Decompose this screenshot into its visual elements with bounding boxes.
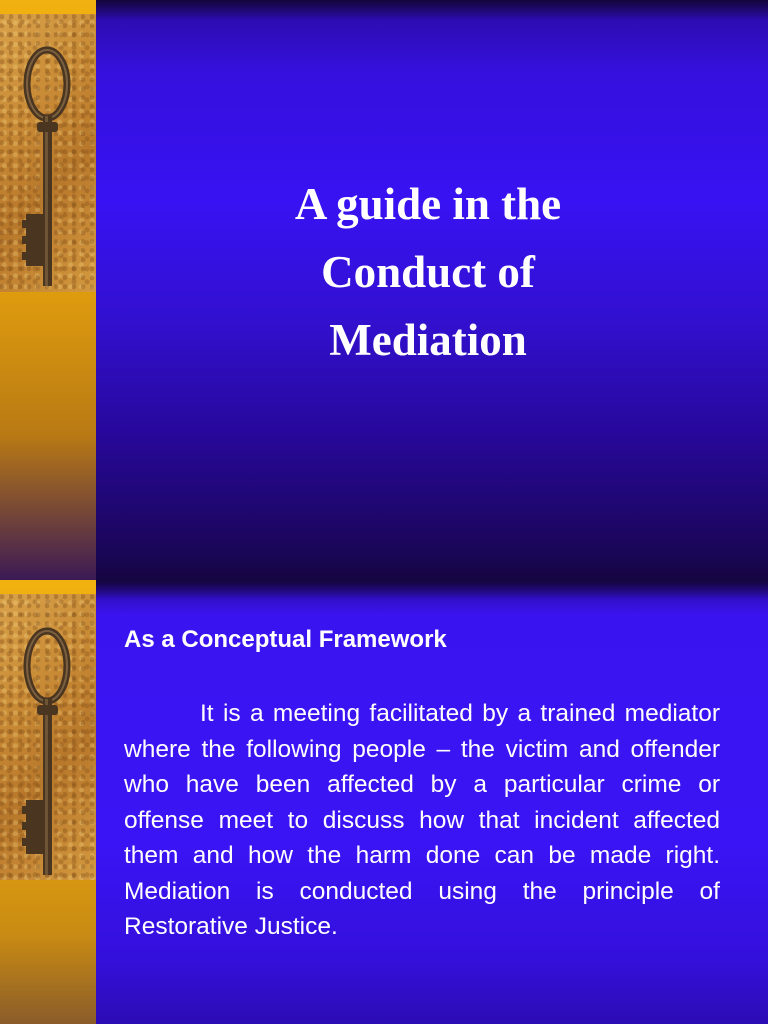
key-photo	[0, 14, 96, 292]
title-content	[96, 0, 768, 580]
framework-content	[96, 580, 768, 1024]
key-icon	[0, 594, 96, 880]
slide-framework	[0, 580, 768, 1024]
key-icon	[0, 14, 96, 292]
section-heading: As a Conceptual Framework	[124, 626, 447, 653]
sidebar-stripe	[0, 580, 96, 1024]
slide-title-text: A guide in the Conduct of Mediation	[294, 179, 562, 365]
top-shadow	[96, 0, 768, 20]
key-photo	[0, 594, 96, 880]
body-paragraph: It is a meeting facilitated by a trained mediator where the following people – the victim and offender who have been affected by a particular crime or offense meet to discuss how that incident affected them and how the harm done can be made right. Mediation is conducted using the principle of Restorative Justice.	[124, 700, 720, 940]
sidebar-stripe	[0, 0, 96, 580]
top-shadow	[96, 580, 768, 600]
